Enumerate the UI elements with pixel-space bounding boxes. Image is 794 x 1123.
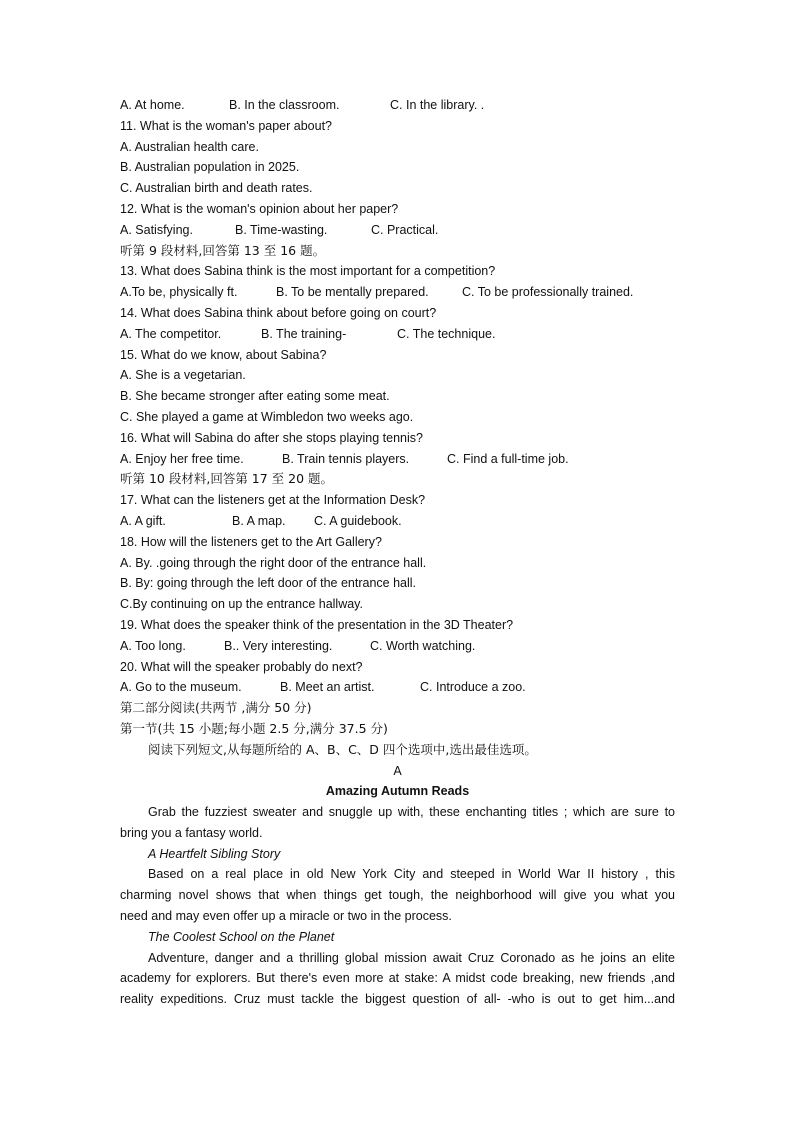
reading-instruction: 阅读下列短文,从每题所给的 A、B、C、D 四个选项中,选出最佳选项。 [148,741,537,757]
option-c: C.By continuing on up the entrance hallway. [120,597,363,612]
question-19: 19. What does the speaker think of the presentation in the 3D Theater? [120,617,514,632]
option-b: B. Meet an artist. [280,680,375,695]
option-c: C. Australian birth and death rates. [120,181,313,196]
option-a: A. She is a vegetarian. [120,368,246,383]
option-a: A. Go to the museum. [120,680,242,695]
book-title: The Coolest School on the Planet [148,929,335,944]
paragraph-line: Grab the fuzziest sweater and snuggle up with, these enchanting titles ; which are sure to [148,805,675,820]
book-title: A Heartfelt Sibling Story [148,846,281,861]
option-c: C. To be professionally trained. [462,285,634,300]
paragraph-line: Adventure, danger and a thrilling global mission await Cruz Coronado as he joins an elite [148,950,675,965]
option-a: A. The competitor. [120,326,222,341]
options-q10 [120,95,675,116]
options-q17 [120,511,675,532]
part-two-heading: 第二部分阅读(共两节 ,满分 50 分) [120,700,312,716]
option-c: C. Introduce a zoo. [420,680,526,695]
question-13: 13. What does Sabina think is the most important for a competition? [120,264,496,279]
section-one-heading: 第一节(共 15 小题;每小题 2.5 分,满分 37.5 分) [120,720,388,736]
options-q16 [120,449,675,470]
option-b: B. Train tennis players. [282,451,410,466]
option-b: B. Australian population in 2025. [120,160,300,175]
option-b: B. The training- [261,326,347,341]
options-q14 [120,324,675,345]
option-a: A. Australian health care. [120,139,259,154]
paragraph-line: academy for explorers. But there's even more at stake: A midst code breaking, new friends ,and [120,971,675,986]
document-page [120,95,675,1010]
question-17: 17. What can the listeners get at the Information Desk? [120,493,426,508]
paragraph-line: need and may even offer up a miracle or two in the process. [120,909,452,924]
option-b: B.. Very interesting. [224,638,333,653]
option-a: A. At home. [120,98,185,112]
section-instruction: 听第 9 段材料,回答第 13 至 16 题。 [120,242,326,258]
paragraph-line: bring you a fantasy world. [120,825,263,840]
question-12: 12. What is the woman's opinion about her paper? [120,201,399,216]
option-a: A.To be, physically ft. [120,285,238,300]
options-q19 [120,636,675,657]
question-15: 15. What do we know, about Sabina? [120,347,327,362]
option-b: B. By: going through the left door of the entrance hall. [120,576,417,591]
option-b: B. She became stronger after eating some meat. [120,389,390,404]
option-c: C. She played a game at Wimbledon two weeks ago. [120,409,414,424]
option-c: C. A guidebook. [314,513,402,528]
option-b: B. Time-wasting. [235,222,328,237]
options-q13 [120,282,675,303]
options-q12 [120,220,675,241]
question-11: 11. What is the woman's paper about? [120,118,332,133]
question-14: 14. What does Sabina think about before going on court? [120,305,437,320]
option-a: A. A gift. [120,513,166,528]
passage-title: Amazing Autumn Reads [325,784,470,799]
option-b: B. To be mentally prepared. [276,285,429,300]
passage-label: A [393,763,402,778]
option-b: B. In the classroom. [229,98,340,112]
option-c: C. Find a full-time job. [447,451,569,466]
option-c: C. Worth watching. [370,638,476,653]
option-a: A. Enjoy her free time. [120,451,244,466]
option-c: C. The technique. [397,326,496,341]
paragraph-line: charming novel shows that when things get tough, the neighborhood will give you what you [120,888,675,903]
option-b: B. A map. [232,513,286,528]
question-16: 16. What will Sabina do after she stops playing tennis? [120,430,423,445]
section-instruction: 听第 10 段材料,回答第 17 至 20 题。 [120,471,334,487]
option-a: A. Satisfying. [120,222,193,237]
options-q20 [120,677,675,698]
paragraph-line: reality expeditions. Cruz must tackle the biggest question of all- -who is out to get him...and [120,992,675,1007]
option-a: A. Too long. [120,638,186,653]
question-18: 18. How will the listeners get to the Art Gallery? [120,534,382,549]
question-20: 20. What will the speaker probably do next? [120,659,363,674]
option-c: C. In the library. . [390,98,485,112]
option-a: A. By. .going through the right door of the entrance hall. [120,555,427,570]
paragraph-line: Based on a real place in old New York City and steeped in World War II history , this [148,867,675,882]
option-c: C. Practical. [371,222,439,237]
